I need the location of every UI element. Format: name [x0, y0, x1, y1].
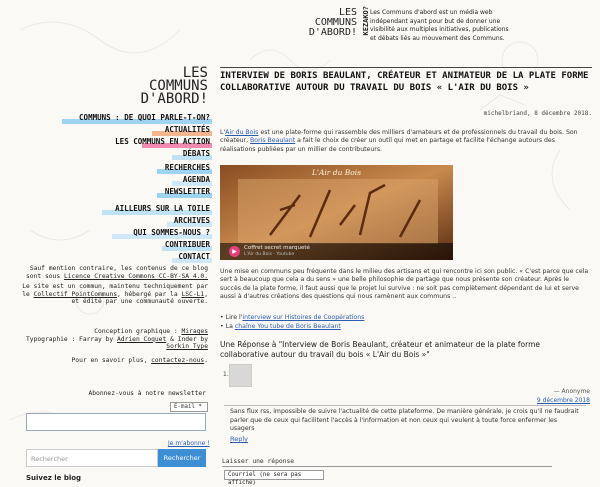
list-item-text: La — [225, 323, 235, 330]
sidebar-item-label: COMMUNS : DE QUOI PARLE-T-ON? — [79, 113, 210, 122]
list-item: • Lire l'interview sur Histoires de Coopérations — [220, 314, 365, 321]
follow-heading: Suivez le blog — [26, 474, 82, 482]
search-input[interactable]: Rechercher — [26, 449, 158, 467]
sidebar-item-label: DÉBATS — [182, 149, 210, 158]
email-label-box: E-mail * — [170, 402, 208, 412]
newsletter-label: Abonnez-vous à notre newsletter — [88, 390, 206, 397]
sidebar-item[interactable] — [165, 163, 210, 173]
title-rule — [220, 67, 592, 68]
adrien-link[interactable]: Adrien Coquet — [116, 335, 167, 343]
video-subtitle: L'Air du Bois · Youtube — [244, 252, 295, 257]
sidebar-item-label: ACTUALITÉS — [164, 125, 210, 134]
list-item: • La chaîne You tube de Boris Beaulant — [220, 323, 341, 330]
video-bar — [220, 243, 453, 260]
hosting-part: Le site est un commun, maintenu techniquement par le — [22, 283, 208, 298]
contact-link[interactable]: contactez-nous — [151, 357, 205, 364]
design-part: Typographie : Farray by — [25, 335, 114, 343]
post-title[interactable]: INTERVIEW DE BORIS BEAULANT, CRÉATEUR ET ANIMATEUR DE LA PLATE FORME COLLABORATIVE AUTOUR DU TRAVAIL DU BOIS « L'AIR DU BOIS » — [220, 71, 589, 93]
sidebar-logo-line: D'ABORD! — [140, 91, 208, 107]
sidebar-item[interactable] — [174, 216, 210, 226]
hosting-text — [20, 283, 208, 306]
hosting-part: , et édité par une communauté ouverte. — [71, 290, 208, 306]
reply-link[interactable]: Reply — [230, 435, 249, 443]
post-intro — [220, 129, 590, 154]
sidebar-item[interactable] — [115, 137, 210, 147]
list-item-text: Lire l' — [225, 314, 243, 321]
design-part: Conception graphique : — [94, 328, 178, 335]
header-logo-line: LES — [338, 7, 357, 18]
comment-number: 1. — [223, 371, 229, 378]
more-prefix: Pour en savoir plus, — [71, 357, 148, 364]
intro-part: est une plate-forme qui rassemble des milliers d'amateurs et de professionnels du travail du bois. Son créateur, — [220, 129, 578, 145]
sidebar-item-label: AILLEURS SUR LA TOILE — [115, 204, 210, 213]
more-text — [20, 357, 208, 365]
mirages-link[interactable]: Mirages — [181, 328, 208, 335]
sidebar-item-label: CONTACT — [178, 252, 210, 261]
header-logo-line: D'ABORD! — [308, 27, 357, 38]
leave-reply-rule — [222, 466, 552, 467]
email-input[interactable]: Courriel (ne sera pas affiché) — [224, 470, 324, 480]
sidebar-item-label: CONTRIBUER — [164, 240, 210, 249]
sidebar-item[interactable] — [178, 252, 210, 262]
boris-link[interactable]: Boris Beaulant — [250, 137, 296, 145]
sidebar-item[interactable] — [165, 187, 210, 197]
email-field[interactable] — [26, 413, 206, 431]
youtube-link[interactable]: chaîne You tube de Boris Beaulant — [234, 323, 341, 330]
license-prefix: Sauf mention contraire, les contenus de ce blog sont sous — [26, 265, 208, 280]
sidebar-item-label: LES COMMUNS EN ACTION — [115, 137, 210, 146]
play-icon[interactable]: ▶ — [229, 246, 240, 257]
sidebar-item[interactable] — [165, 125, 210, 135]
sidebar-item[interactable] — [183, 175, 210, 185]
sidebar-item-label: AGENDA — [182, 175, 210, 184]
design-text — [20, 328, 208, 351]
sidebar-item[interactable] — [165, 240, 210, 250]
intro-part: L' — [220, 129, 226, 136]
interview-link[interactable]: interview sur Histoires de Coopérations — [242, 314, 365, 321]
sidebar-item-label: NEWSLETTER — [164, 187, 210, 196]
video-embed[interactable] — [220, 165, 453, 260]
avatar — [229, 364, 252, 387]
collectif-link[interactable]: Collectif PointCommuns — [33, 290, 117, 298]
comment-date[interactable]: 9 décembre 2018 — [536, 397, 590, 404]
sidebar-logo-line: LES — [182, 65, 208, 81]
sidebar-item[interactable] — [79, 113, 210, 123]
sorkin-link[interactable]: Sorkin Type — [166, 343, 208, 351]
sidebar-item-label: QUI SOMMES-NOUS ? — [133, 228, 210, 237]
license-link[interactable]: Licence Creative Commons CC-BY-SA 4.0. — [63, 272, 208, 280]
replies-heading: Une Réponse à "Interview de Boris Beaulant, créateur et animateur de la plate forme collaborative autour du travail du bois « L'Air du Bois »" — [220, 340, 541, 359]
post-body: Une mise en communs peu fréquente dans le milieu des artisans et qui rencontre ici son public. « C'est parce que cela sert à beaucoup que cela a du sens » une belle philosophie de partage que nous présente son créateur. Après le succès de la plate forme, il faut aussi que le projet lui survive : ne soit pas complètement dépendant de lui et serve aussi à d'autres créations des questions qui nous ramènent aux communs .. — [220, 268, 589, 301]
video-channel: Coffret secret marqueté — [244, 245, 310, 251]
sidebar-item-label: ARCHIVES — [173, 216, 210, 225]
video-title: L'Air du Bois — [311, 168, 362, 177]
comment-divider — [224, 405, 586, 406]
post-meta: michelbriand, 8 décembre 2018. — [483, 110, 592, 117]
license-text — [20, 265, 208, 280]
kezako-label[interactable]: KEZAKO? — [362, 6, 370, 36]
comment-text: Sans flux rss, impossible de suivre l'actualité de cette plateforme. De manière générale, je crois qu'il ne faudrait parler que de ceux qui facilitent l'accès à l'information et non ceux qui veulent à toute force enfermer les usagers — [230, 408, 579, 433]
site-tagline: Les Communs d'abord est un média web indépendant ayant pour but de donner une visibilité aux multiples initiatives, publications et débats liés au mouvement des Communs. — [370, 9, 509, 42]
header-logo-line: COMMUNS — [314, 17, 357, 28]
period: . — [204, 357, 208, 364]
link-list — [220, 313, 590, 331]
leave-reply-heading: Laisser une réponse — [222, 458, 295, 465]
search-button[interactable]: Rechercher — [158, 449, 206, 467]
sidebar-logo-line: COMMUNS — [148, 78, 208, 94]
sidebar-item[interactable] — [183, 149, 210, 159]
intro-part: a fait le choix de créer un outil qui met en partage et facilite l'échange autours des réalisations publiées par un millier de contributeurs. — [220, 137, 555, 153]
main-content — [220, 0, 600, 486]
design-part: & Inder by — [170, 335, 208, 343]
hosting-part: , hébergé par la — [116, 290, 178, 298]
sidebar-logo[interactable] — [118, 67, 208, 106]
sidebar-item[interactable] — [133, 228, 210, 238]
air-du-bois-link[interactable]: Air du Bois — [225, 129, 259, 136]
comment-author: — Anonyme — [553, 388, 590, 395]
sidebar-item-label: RECHERCHES — [164, 163, 210, 172]
subscribe-link[interactable]: Je m'abonne ! — [168, 440, 210, 447]
lsc-link[interactable]: LSC-L1 — [181, 290, 205, 298]
sidebar-item[interactable] — [115, 204, 210, 214]
